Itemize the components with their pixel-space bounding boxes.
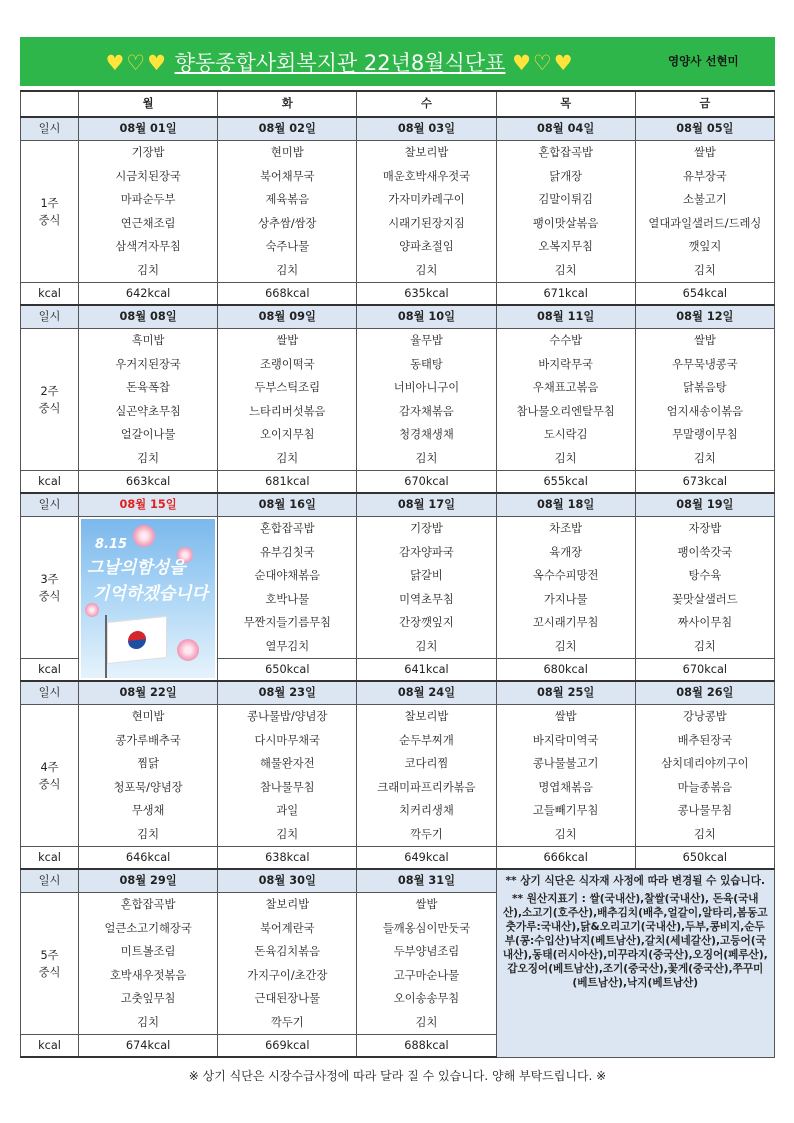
menu-item: 김치: [496, 823, 635, 847]
menu-item: 가지나물: [496, 588, 635, 612]
menu-item: 기장밥: [357, 517, 496, 541]
liberation-day-poster: [81, 519, 215, 678]
menu-item: 명엽채볶음: [496, 776, 635, 800]
menu-item: 현미밥: [218, 141, 357, 165]
menu-item: 숙주나물: [218, 235, 357, 259]
menu-item: 콩가루배추국: [79, 729, 218, 753]
menu-item: 감자채볶음: [357, 400, 496, 424]
menu-item: 혼합잡곡밥: [79, 893, 218, 917]
menu-item: 간장깻잎지: [357, 611, 496, 635]
menu-item: 콩나물밥/양념장: [218, 705, 357, 729]
kcal-cell: 670kcal: [357, 471, 496, 494]
menu-item: 순두부찌개: [357, 729, 496, 753]
notice-box: [496, 869, 774, 1057]
menu-item: 가지구이/초간장: [218, 964, 357, 988]
menu-item: 연근채조림: [79, 212, 218, 236]
week-label: [21, 893, 79, 1035]
kcal-cell: 674kcal: [79, 1035, 218, 1058]
menu-item: 짜사이무침: [635, 611, 774, 635]
flower-icon: [177, 639, 199, 661]
date-label: 일시: [21, 869, 79, 893]
menu-item: 혼합잡곡밥: [218, 517, 357, 541]
kcal-label: kcal: [21, 1035, 79, 1058]
menu-item: 깍두기: [218, 1011, 357, 1035]
menu-item: 김치: [218, 447, 357, 471]
menu-item: 코다리찜: [357, 752, 496, 776]
menu-item: 탕수육: [635, 564, 774, 588]
menu-item: 팽이맛살볶음: [496, 212, 635, 236]
menu-item: 자장밥: [635, 517, 774, 541]
date-cell: 08월 18일: [496, 493, 635, 517]
menu-item: 오복지무침: [496, 235, 635, 259]
menu-item: 배추된장국: [635, 729, 774, 753]
kcal-cell: 671kcal: [496, 283, 635, 306]
menu-item: 오이송송무침: [357, 987, 496, 1011]
date-cell: 08월 05일: [635, 117, 774, 141]
menu-item: 삼치데리야끼구이: [635, 752, 774, 776]
menu-item: 김치: [79, 1011, 218, 1035]
week-label: [21, 329, 79, 471]
menu-item: 얼갈이나물: [79, 423, 218, 447]
week-label-line: 중식: [38, 401, 61, 415]
menu-item: 김치: [635, 259, 774, 283]
menu-item: 쌀밥: [635, 329, 774, 353]
kcal-cell: 646kcal: [79, 847, 218, 870]
menu-item: 유부김칫국: [218, 541, 357, 565]
menu-item: 쌀밥: [357, 893, 496, 917]
corner-cell: [21, 91, 79, 117]
menu-item: 삼색겨자무침: [79, 235, 218, 259]
kcal-cell: 638kcal: [218, 847, 357, 870]
menu-item: 김치: [79, 259, 218, 283]
menu-item: 열무김치: [218, 635, 357, 659]
kcal-cell: 649kcal: [357, 847, 496, 870]
menu-item: 청포묵/양념장: [79, 776, 218, 800]
menu-item: 시래기된장지짐: [357, 212, 496, 236]
menu-item: 느타리버섯볶음: [218, 400, 357, 424]
date-cell: 08월 26일: [635, 681, 774, 705]
menu-item: 콩나물무침: [635, 799, 774, 823]
kcal-cell: 642kcal: [79, 283, 218, 306]
menu-item: 찰보리밥: [218, 893, 357, 917]
nutritionist: 영양사 선현미: [668, 54, 739, 68]
menu-table: [20, 90, 775, 1058]
menu-item: 닭개장: [496, 165, 635, 189]
menu-item: 호박나물: [218, 588, 357, 612]
date-cell: 08월 15일: [79, 493, 218, 517]
kcal-cell: 650kcal: [218, 659, 357, 682]
menu-item: 크래미파프리카볶음: [357, 776, 496, 800]
menu-item: 김치: [79, 447, 218, 471]
page-title: [20, 47, 660, 77]
kcal-cell: 670kcal: [635, 659, 774, 682]
menu-item: 옥수수피망전: [496, 564, 635, 588]
menu-item: 팽이쑥갓국: [635, 541, 774, 565]
menu-item: 소불고기: [635, 188, 774, 212]
day-header: 수: [357, 91, 496, 117]
kcal-label: kcal: [21, 847, 79, 870]
menu-item: 호박새우젓볶음: [79, 964, 218, 988]
date-label: 일시: [21, 681, 79, 705]
kcal-label: kcal: [21, 471, 79, 494]
kcal-label: kcal: [21, 283, 79, 306]
week-label-line: 5주: [40, 948, 59, 962]
date-cell: 08월 11일: [496, 305, 635, 329]
date-cell: 08월 10일: [357, 305, 496, 329]
kcal-cell: 681kcal: [218, 471, 357, 494]
menu-item: 육개장: [496, 541, 635, 565]
menu-item: 우거지된장국: [79, 353, 218, 377]
menu-item: 바지락무국: [496, 353, 635, 377]
date-cell: 08월 12일: [635, 305, 774, 329]
date-cell: 08월 31일: [357, 869, 496, 893]
menu-item: 강낭콩밥: [635, 705, 774, 729]
menu-item: 조랭이떡국: [218, 353, 357, 377]
kcal-cell: 680kcal: [496, 659, 635, 682]
menu-item: 바지락미역국: [496, 729, 635, 753]
poster-slogan: 기억하겠습니다: [93, 584, 208, 604]
taegukgi-icon: [107, 616, 167, 664]
date-cell: 08월 09일: [218, 305, 357, 329]
menu-item: 찰보리밥: [357, 705, 496, 729]
flower-icon: [133, 525, 155, 547]
week-label-line: 3주: [40, 572, 59, 586]
menu-item: 양파초절임: [357, 235, 496, 259]
menu-item: 쌀밥: [635, 141, 774, 165]
menu-item: 쌀밥: [496, 705, 635, 729]
menu-item: 유부장국: [635, 165, 774, 189]
date-cell: 08월 24일: [357, 681, 496, 705]
menu-item: 고춧잎무침: [79, 987, 218, 1011]
menu-item: 미트볼조림: [79, 940, 218, 964]
kcal-label: kcal: [21, 659, 79, 682]
date-cell: 08월 25일: [496, 681, 635, 705]
date-cell: 08월 04일: [496, 117, 635, 141]
date-label: 일시: [21, 305, 79, 329]
menu-item: 돈육김치볶음: [218, 940, 357, 964]
week-label-line: 중식: [38, 965, 61, 979]
heart-icon: ♥♡♥: [512, 50, 575, 75]
week-label-line: 중식: [38, 213, 61, 227]
menu-item: 혼합잡곡밥: [496, 141, 635, 165]
menu-item: 상추쌈/쌈장: [218, 212, 357, 236]
date-cell: 08월 30일: [218, 869, 357, 893]
menu-item: 들깨옹심이만둣국: [357, 917, 496, 941]
menu-item: 가자미카레구이: [357, 188, 496, 212]
menu-item: 찜닭: [79, 752, 218, 776]
menu-item: 김치: [357, 1011, 496, 1035]
menu-item: 미역초무침: [357, 588, 496, 612]
menu-item: 김치: [357, 259, 496, 283]
day-header: 화: [218, 91, 357, 117]
kcal-cell: 650kcal: [635, 847, 774, 870]
kcal-cell: 663kcal: [79, 471, 218, 494]
menu-item: 과일: [218, 799, 357, 823]
week-label-line: 2주: [40, 384, 59, 398]
menu-item: 마파순두부: [79, 188, 218, 212]
menu-item: 고구마순나물: [357, 964, 496, 988]
date-cell: 08월 23일: [218, 681, 357, 705]
week-label: [21, 517, 79, 659]
menu-item: 매운호박새우젓국: [357, 165, 496, 189]
day-header: 금: [635, 91, 774, 117]
menu-item: 수수밥: [496, 329, 635, 353]
date-label: 일시: [21, 493, 79, 517]
menu-item: 흑미밥: [79, 329, 218, 353]
menu-item: 청경채생채: [357, 423, 496, 447]
date-cell: 08월 16일: [218, 493, 357, 517]
menu-item: 김치: [496, 635, 635, 659]
date-cell: 08월 03일: [357, 117, 496, 141]
menu-item: 김치: [357, 635, 496, 659]
menu-item: 율무밥: [357, 329, 496, 353]
menu-item: 무생채: [79, 799, 218, 823]
date-cell: 08월 01일: [79, 117, 218, 141]
kcal-cell: 688kcal: [357, 1035, 496, 1058]
menu-item: 오이지무침: [218, 423, 357, 447]
heart-icon: ♥♡♥: [105, 50, 168, 75]
date-cell: 08월 17일: [357, 493, 496, 517]
menu-item: 얼큰소고기해장국: [79, 917, 218, 941]
menu-item: 치커리생채: [357, 799, 496, 823]
menu-item: 김치: [635, 447, 774, 471]
page-title-text: 향동종합사회복지관 22년8월식단표: [174, 50, 506, 75]
menu-item: 꽃맛살샐러드: [635, 588, 774, 612]
kcal-cell: 669kcal: [218, 1035, 357, 1058]
menu-item: 꼬시래기무침: [496, 611, 635, 635]
title-banner: [20, 37, 775, 86]
menu-item: 김치: [79, 823, 218, 847]
date-cell: 08월 19일: [635, 493, 774, 517]
day-header: 목: [496, 91, 635, 117]
menu-item: 김치: [496, 447, 635, 471]
day-header: 월: [79, 91, 218, 117]
menu-item: 두부양념조림: [357, 940, 496, 964]
date-cell: 08월 02일: [218, 117, 357, 141]
menu-item: 우채표고볶음: [496, 376, 635, 400]
menu-item: 차조밥: [496, 517, 635, 541]
kcal-cell: 655kcal: [496, 471, 635, 494]
week-label-line: 1주: [40, 196, 59, 210]
menu-item: 엄지새송이볶음: [635, 400, 774, 424]
change-notice: ** 상기 식단은 식자재 사정에 따라 변경될 수 있습니다.: [505, 875, 766, 887]
kcal-cell: 668kcal: [218, 283, 357, 306]
menu-item: 기장밥: [79, 141, 218, 165]
menu-item: 김치: [218, 259, 357, 283]
menu-item: 근대된장나물: [218, 987, 357, 1011]
date-cell: 08월 29일: [79, 869, 218, 893]
menu-item: 김말이튀김: [496, 188, 635, 212]
menu-item: 실곤약초무침: [79, 400, 218, 424]
menu-item: 김치: [218, 823, 357, 847]
origin-notice: ** 원산지표기 : 쌀(국내산),찰쌀(국내산), 돈육(국내산),소고기(호주산),배추김치(배추,얼갈이,알타리,봄동고춧가루:국내산),닭&오리고기(국내산),두부,콩비지,순두부(콩:수입산)낙지(베트남산),갈치(세네갈산),고등어(국내산),동태(러시아산),미꾸라지(중국산),오징어(페루산),갑오징어(베트남산),조기(중국산),꽃게(중국산),쭈꾸미(베트남산),낙지(베트남산): [502, 893, 768, 989]
menu-item: 김치: [496, 259, 635, 283]
menu-item: 순대야채볶음: [218, 564, 357, 588]
menu-item: 김치: [635, 635, 774, 659]
menu-item: 돈육폭찹: [79, 376, 218, 400]
kcal-cell: 654kcal: [635, 283, 774, 306]
date-cell: 08월 08일: [79, 305, 218, 329]
week-label: [21, 141, 79, 283]
week-label-line: 중식: [38, 777, 61, 791]
menu-item: 도시락김: [496, 423, 635, 447]
menu-item: 참나물무침: [218, 776, 357, 800]
kcal-cell: 673kcal: [635, 471, 774, 494]
kcal-cell: 666kcal: [496, 847, 635, 870]
footer-note: ※ 상기 식단은 시장수급사정에 따라 달라 질 수 있습니다. 양해 부탁드립니다. ※: [188, 1069, 607, 1083]
menu-item: 다시마무채국: [218, 729, 357, 753]
taeguk-icon: [128, 630, 146, 650]
holiday-poster-cell: [79, 517, 218, 682]
menu-item: 해물완자전: [218, 752, 357, 776]
kcal-cell: 641kcal: [357, 659, 496, 682]
menu-item: 감자양파국: [357, 541, 496, 565]
menu-item: 고들빼기무침: [496, 799, 635, 823]
menu-item: 닭갈비: [357, 564, 496, 588]
poster-date: 8.15: [95, 537, 128, 552]
menu-item: 시금치된장국: [79, 165, 218, 189]
menu-item: 깍두기: [357, 823, 496, 847]
menu-item: 북어계란국: [218, 917, 357, 941]
menu-item: 현미밥: [79, 705, 218, 729]
poster-slogan: 그날의함성을: [87, 558, 186, 578]
menu-item: 닭볶음탕: [635, 376, 774, 400]
menu-item: 무말랭이무침: [635, 423, 774, 447]
menu-item: 열대과일샐러드/드레싱: [635, 212, 774, 236]
menu-item: 깻잎지: [635, 235, 774, 259]
week-label-line: 4주: [40, 760, 59, 774]
date-cell: 08월 22일: [79, 681, 218, 705]
week-label: [21, 705, 79, 847]
menu-item: 무짠지들기름무침: [218, 611, 357, 635]
menu-item: 김치: [357, 447, 496, 471]
menu-item: 너비아니구이: [357, 376, 496, 400]
menu-item: 제육볶음: [218, 188, 357, 212]
menu-item: 콩나물불고기: [496, 752, 635, 776]
menu-item: 우무묵냉콩국: [635, 353, 774, 377]
menu-item: 참나물오리엔탈무침: [496, 400, 635, 424]
menu-item: 두부스틱조림: [218, 376, 357, 400]
date-label: 일시: [21, 117, 79, 141]
menu-item: 마늘종볶음: [635, 776, 774, 800]
menu-item: 찰보리밥: [357, 141, 496, 165]
week-label-line: 중식: [38, 589, 61, 603]
kcal-cell: 635kcal: [357, 283, 496, 306]
menu-item: 북어채무국: [218, 165, 357, 189]
menu-item: 동태탕: [357, 353, 496, 377]
menu-item: 김치: [635, 823, 774, 847]
menu-item: 쌀밥: [218, 329, 357, 353]
